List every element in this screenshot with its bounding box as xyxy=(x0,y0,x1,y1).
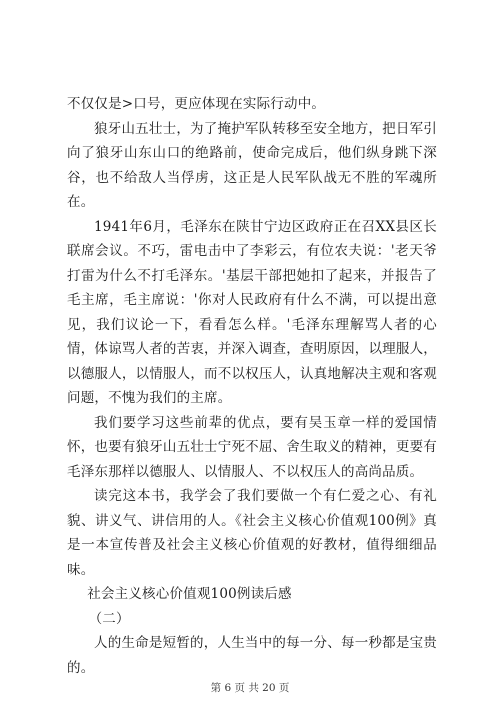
paragraph: 人的生命是短暂的，人生当中的每一分、每一秒都是宝贵的。 xyxy=(67,635,437,676)
page-footer xyxy=(0,680,500,695)
section-title: 社会主义核心价值观100例读后感 xyxy=(87,586,292,602)
page-number-label: 第 6 页 共 20 页 xyxy=(210,682,290,694)
paragraph: 狼牙山五壮士，为了掩护军队转移至安全地方，把日军引向了狼牙山东山口的绝路前，使命完成后，他们纵身跳下深谷，也不给敌人当俘虏，这正是人民军队战无不胜的军魂所在。 xyxy=(67,120,437,210)
paragraph: 我们要学习这些前辈的优点，要有吴玉章一样的爱国情怀，也要有狼牙山五壮士宁死不屈、舍生取义的精神，更要有毛泽东那样以德服人、以情服人、不以权压人的高尚品质。 xyxy=(67,414,437,480)
document-body xyxy=(67,92,437,680)
section-number: （二） xyxy=(88,610,130,627)
paragraph: 不仅仅是>口号，更应体现在实际行动中。 xyxy=(67,96,326,112)
paragraph: 1941年6月，毛泽东在陕甘宁边区政府正在召XX县区长联席会议。不巧，雷电击中了李彩云，有位农夫说：'老天爷打雷为什么不打毛泽东。'基层干部把她扣了起来，并报告了毛主席，毛主席说：'你对人民政府有什么不满，可以提出意见，我们议论一下，看看怎么样。'毛泽东理解骂人者的心情，体谅骂人者的苦衷，并深入调查，查明原因，以理服人，以德服人，以情服人，而不以权压人，认真地解决主观和客观问题，不愧为我们的主席。 xyxy=(67,218,437,406)
paragraph: 读完这本书，我学会了我们要做一个有仁爱之心、有礼貌、讲义气、讲信用的人。《社会主义核心价值观100例》真是一本宣传普及社会主义核心价值观的好教材，值得细细品味。 xyxy=(67,488,437,578)
